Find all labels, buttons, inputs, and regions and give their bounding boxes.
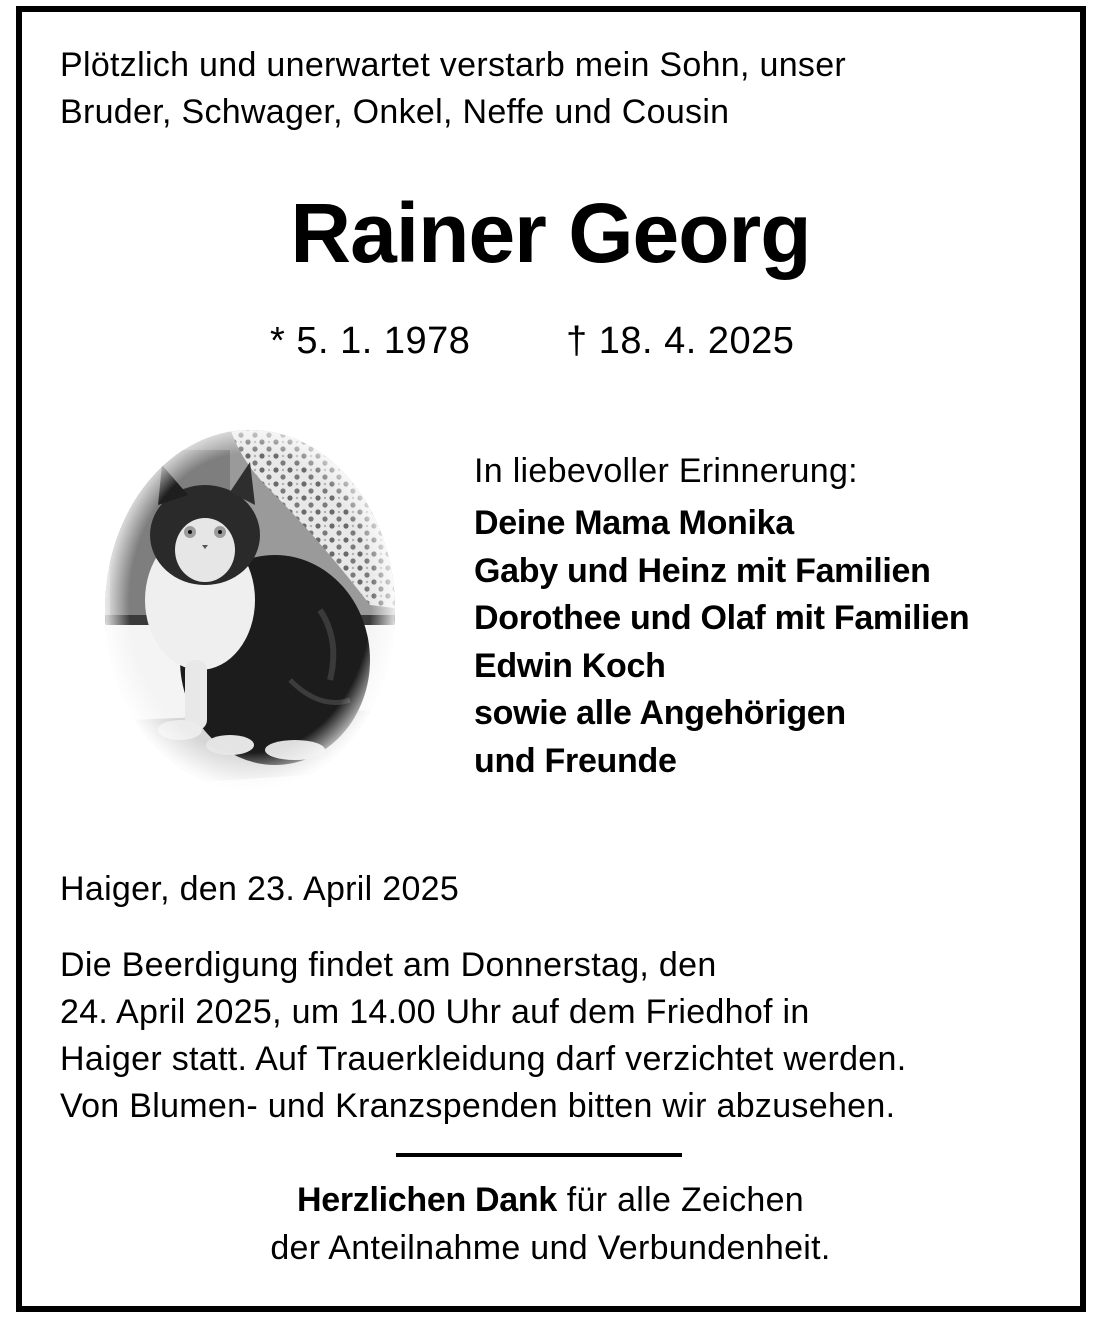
mourner-line: Edwin Koch <box>474 646 666 685</box>
thanks-line-2: der Anteilnahme und Verbundenheit. <box>270 1229 831 1267</box>
mourner-line: Deine Mama Monika <box>474 504 794 542</box>
funeral-line: Die Beerdigung findet am Donnerstag, den <box>60 946 717 984</box>
funeral-details <box>60 942 906 1130</box>
mourners-intro: In liebevoller Erinnerung: <box>474 452 858 490</box>
funeral-line: 24. April 2025, um 14.00 Uhr auf dem Friedhof in <box>60 993 810 1031</box>
cat-photo-icon <box>90 410 410 795</box>
funeral-line: Haiger statt. Auf Trauerkleidung darf verzichtet werden. <box>60 1040 907 1078</box>
mourners-list <box>474 500 969 785</box>
thanks-text <box>0 1176 1101 1272</box>
thanks-bold: Herzlichen Dank <box>296 1181 557 1219</box>
mourner-line: Dorothee und Olaf mit Familien <box>474 599 970 637</box>
deceased-name: Rainer Georg <box>290 186 811 280</box>
mourner-line: Gaby und Heinz mit Familien <box>474 551 931 590</box>
place-date: Haiger, den 23. April 2025 <box>60 870 460 908</box>
mourner-line: sowie alle Angehörigen <box>474 694 846 732</box>
mourner-line: und Freunde <box>474 741 677 780</box>
thanks-rest: für alle Zeichen <box>557 1181 805 1219</box>
birth-date: * 5. 1. 1978 <box>270 320 471 362</box>
funeral-line: Von Blumen- und Kranzspenden bitten wir abzusehen. <box>60 1087 896 1125</box>
intro-line-2: Bruder, Schwager, Onkel, Neffe und Cousin <box>60 93 730 131</box>
death-date: † 18. 4. 2025 <box>566 320 795 362</box>
divider-line <box>396 1153 682 1157</box>
intro-text <box>60 42 846 136</box>
intro-line-1: Plötzlich und unerwartet verstarb mein Sohn, unser <box>60 46 847 84</box>
